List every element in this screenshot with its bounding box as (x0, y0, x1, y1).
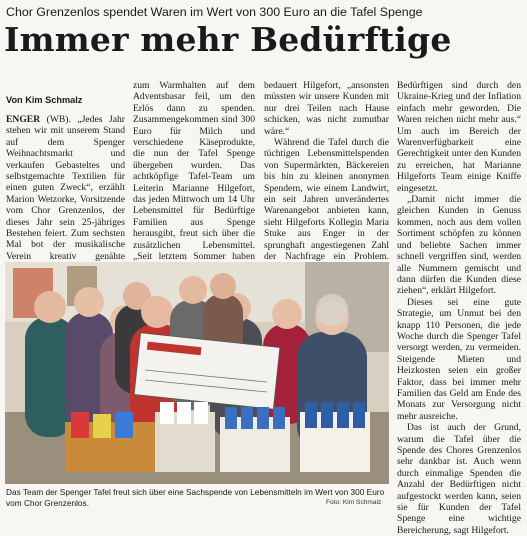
article-headline: Immer mehr Bedürftige (4, 20, 452, 59)
paragraph-text: bedauert Hilgefort, „ansonsten müssten wir unsere Kunden mit nur drei Teilen nach Hause schicken, was nicht zumutbar wäre.“ (264, 80, 389, 137)
text-column-4 (397, 80, 521, 536)
paragraph-text: Das ist auch der Grund, warum die Tafel über die Spende des Chores Grenzenlos sehr dankbar ist. Auch wenn durch einmalige Spenden die Anzahl der Bedürftigen nicht aufgestockt werden kann, seien sie für Kunden der Tafel Spenge eine wichtige Bereicherung, sagt Hilgefort. (397, 422, 521, 536)
paragraph-text: Bedürftigen sind durch den Ukraine-Krieg und der Inflation einfach mehr geworden. Die Waren reichen nicht mehr aus.“ Um auch im Bereich der Warenverfügbarkeit eine Gerechtigkeit unter den Kunden zu erreichen, hat Marianne Hilgeforts Team einige Kniffe eingesetzt. (397, 80, 521, 194)
dateline: ENGER (6, 114, 41, 125)
article-photo (5, 262, 389, 484)
paragraph-text: Dieses sei eine gute Strategie, um Unmut bei den knapp 110 Personen, die jede Woche durch die Spenger Tafel versorgt werden, zu vermeiden. Steigende Mieten und Heizkosten seien ein großer Faktor, dass bei immer mehr Familien das Geld am Ende des Monats zur Versorgung nicht mehr ausreiche. (397, 296, 521, 422)
paragraph-text: zum Warmhalten auf dem Adventsbasar feil, um den Erlös dann zu spenden. Zusammengekommen sind 300 Euro für Milch und verschiedene Käseprodukte, die nun der Tafel Spenge übergeben wurden. Das achtköpfige Tafel-Team um Leiterin Marianne Hilgefort, das jeden Mittwoch um 14 Uhr Lebensmittel für Bedürftige Familien aus Spenge herausgibt, freut sich über die zusätzlichen Lebensmittel. „Seit letztem Sommer haben (133, 80, 255, 263)
article-kicker: Chor Grenzenlos spendet Waren im Wert von 300 Euro an die Tafel Spenge (6, 5, 423, 19)
text-column-3 (264, 80, 389, 274)
team-photo-illustration (5, 262, 389, 484)
article-author: Von Kim Schmalz (6, 95, 83, 105)
photo-caption: Das Team der Spenger Tafel freut sich über eine Sachspende von Lebensmitteln im Wert von 300 Euro vom Chor Grenzenlos. (6, 487, 385, 508)
text-column-2 (133, 80, 255, 285)
paragraph-text: „Damit nicht immer die gleichen Kunden in Genuss kommen, noch aus dem vollen Sortiment schöpfen zu können und beliebte Sachen immer schnell vergriffen sind, werden alle Nummern gemischt und dann dürfen die Kunden diese ziehen“, erklärt Hilgefort. (397, 194, 521, 297)
photo-credit: Foto: Kim Schmalz (326, 499, 382, 506)
paragraph-text: (WB). „Jedes Jahr stehen wir mit unserem Stand auf dem Spenger Weihnachtsmarkt und verkaufen Gebasteltes und selbstgemachte Textilien für einen guten Zweck“, erzählt Marion Wetzorke, Vorsitzende vom Chor Grenzenlos, der dieses Jahr sein 25-jähriges Bestehen feiert. Zum sechsten Mal bot der musikalische Verein kreativ genähte (6, 114, 125, 262)
paragraph-text: Während die Tafel durch die tüchtigen Lebensmittelspenden von Supermärkten, Bäckereien bis hin zu kleinen anonymen Spendern, wie einem Landwirt, ein seit Jahren unverändertes Warenangebot anbieten kann, sieht Hilgeforts Kollegin Maria Stuke aus Enger in der sprunghaft angestiegenen Zahl der Nachfrage ein Problem. (264, 137, 389, 263)
